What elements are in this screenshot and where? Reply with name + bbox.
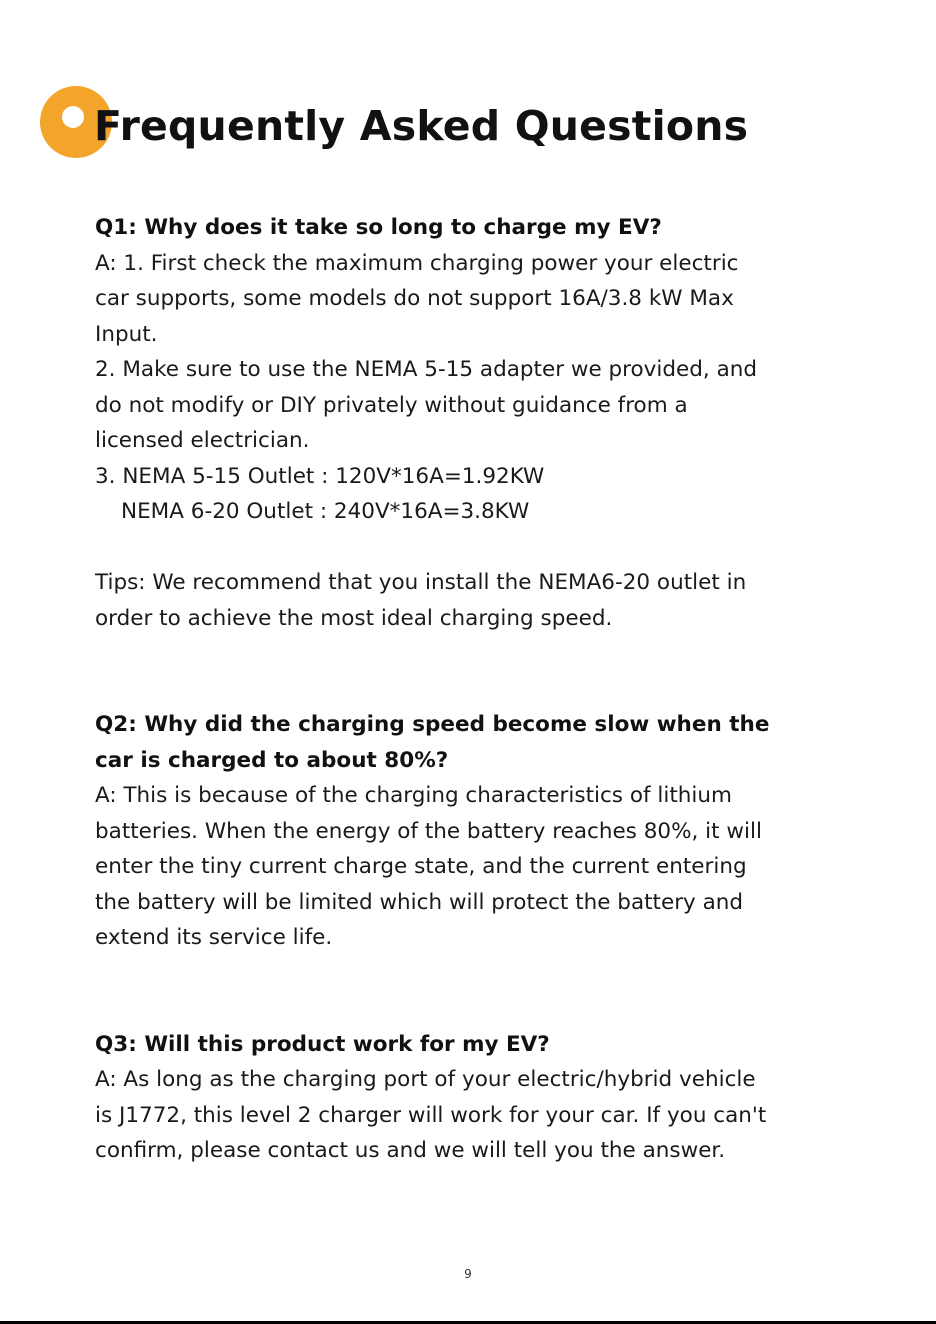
circle-accent-hole xyxy=(62,106,84,128)
spacer xyxy=(95,636,855,707)
faq-answer-line: NEMA 6-20 Outlet : 240V*16A=3.8KW xyxy=(121,499,530,524)
faq-item-q2 xyxy=(95,707,855,956)
faq-question: Q3: Will this product work for my EV? xyxy=(95,1031,550,1057)
faq-answer-line: enter the tiny current charge state, and the current entering xyxy=(95,854,747,879)
faq-answer-line: do not modify or DIY privately without guidance from a xyxy=(95,392,688,418)
faq-question: car is charged to about 80%? xyxy=(95,747,449,773)
faq-answer-line: batteries. When the energy of the battery reaches 80%, it will xyxy=(95,818,762,844)
faq-answer-line: the battery will be limited which will protect the battery and xyxy=(95,889,744,915)
faq-answer-line: 3. NEMA 5-15 Outlet : 120V*16A=1.92KW xyxy=(95,463,545,489)
faq-answer-line: confirm, please contact us and we will tell you the answer. xyxy=(95,1138,726,1163)
title-block xyxy=(40,86,840,166)
faq-answer-line: is J1772, this level 2 charger will work for your car. If you can't xyxy=(95,1102,767,1128)
page-title: Frequently Asked Questions xyxy=(94,102,749,150)
faq-answer-line: A: As long as the charging port of your electric/hybrid vehicle xyxy=(95,1067,756,1092)
faq-question: Q2: Why did the charging speed become slow when the xyxy=(95,712,770,737)
page-number: 9 xyxy=(464,1267,472,1281)
spacer xyxy=(95,956,855,1027)
faq-answer-line: A: 1. First check the maximum charging power your electric xyxy=(95,250,739,276)
faq-item-q3 xyxy=(95,1027,855,1169)
faq-item-q1 xyxy=(95,210,855,636)
faq-content xyxy=(95,210,855,1169)
faq-answer-line: 2. Make sure to use the NEMA 5-15 adapter we provided, and xyxy=(95,357,758,382)
spacer xyxy=(95,530,855,566)
faq-answer-line: car supports, some models do not support 16A/3.8 kW Max xyxy=(95,286,734,311)
faq-tip-line: Tips: We recommend that you install the NEMA6-20 outlet in xyxy=(95,570,747,595)
faq-answer-line: Input. xyxy=(95,321,158,347)
faq-answer-line: licensed electrician. xyxy=(95,428,310,453)
faq-tip-line: order to achieve the most ideal charging speed. xyxy=(95,605,613,631)
faq-answer-line: extend its service life. xyxy=(95,925,333,950)
faq-question: Q1: Why does it take so long to charge my EV? xyxy=(95,215,662,240)
faq-answer-line: A: This is because of the charging characteristics of lithium xyxy=(95,783,732,808)
